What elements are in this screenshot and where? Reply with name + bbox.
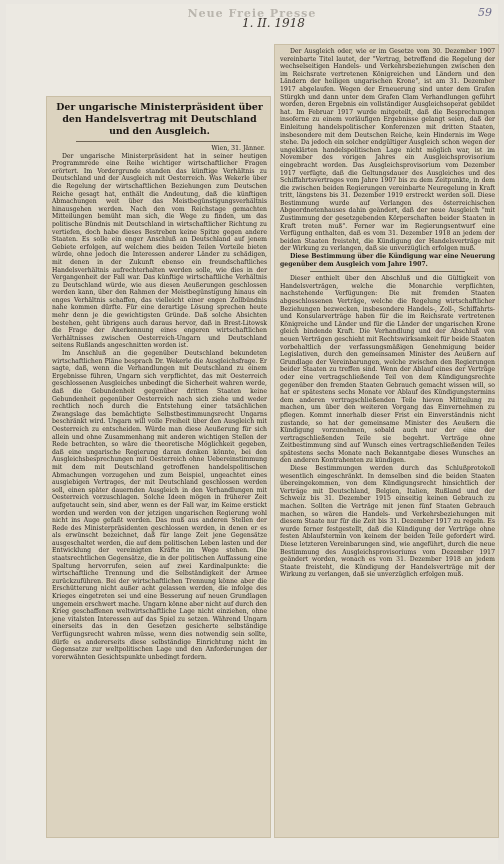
left-article-body	[52, 153, 267, 662]
right-article-body	[280, 48, 495, 579]
right-paragraph-2: Diese Bestimmung über die Kündigung war eine Neuerung gegenüber dem Ausgleich vom Jahre 1907.	[280, 253, 495, 268]
page-header	[6, 4, 498, 30]
right-clipping	[274, 44, 499, 838]
left-clipping	[46, 96, 271, 838]
right-paragraph-1: Der Ausgleich oder, wie er im Gesetze vom 30. Dezember 1907 vereinbarte Titel lautet, der "Vertrag, betreffend die Regelung der wechselseitigen Handels- und Verkehrsbeziehungen zwischen den im Reichsrate vertretenen Königreichen und Ländern und den Ländern der heiligen ungarischen Krone", ist am 31. Dezember 1917 abgelaufen. Wegen der Erneuerung sind unter dem Grafen Stürgkh und dann unter dem Grafen Clam Verhandlungen geführt worden, deren Ergebnis ein vollständiger Ausgleichsoperat gebildet hat. Im Februar 1917 wurde mitgeteilt, daß die Besprechungen insoferne zu einem vorläufigen Ergebnisse gelangt seien, daß der Einleitung handelspolitischer Konferenzen mit dritten Staaten, insbesondere mit dem Deutschen Reiche, kein Hindernis im Wege stehe. Da jedoch ein solcher endgültiger Ausgleich schon wegen der ungeklärten handelspolitischen Lage nicht möglich war, ist im November des vorigen Jahres ein Ausgleichsprovisorium eingebracht worden. Das Ausgleichsprovisorium vom Dezember 1917 verfügte, daß die Geltungsdauer des Ausgleiches und des Schiffahrtsvertrages vom Jahre 1907 bis zu dem Zeitpunkte, in dem die zwischen beiden Regierungen vereinbarte Neuregelung in Kraft tritt, längstens bis 31. Dezember 1919 erstreckt werden soll. Diese Bestimmung wurde auf Verlangen des österreichischen Abgeordnetenhauses dahin geändert, daß der neue Ausgleich "mit Zustimmung der gesetzgebenden Körperschaften beider Staaten in Kraft treten muß". Ferner war im Regierungsentwurf eine Verfügung enthalten, daß es vom 31. Dezember 1918 an jedem der beiden Staaten freisteht, die Kündigung der Handelsverträge mit der Wirkung zu verlangen, daß sie unverzüglich erfolgen muß.	[280, 48, 495, 253]
page-number: 59	[478, 6, 492, 19]
left-paragraph-2: Im Anschluß an die gegenüber Deutschland bekundeten wirtschaftlichen Pläne besprach Dr. Wekerle die Ausgleichsfrage. Er sagte, daß, wenn die Verhandlungen mit Deutschland zu einem Ergebnisse führen, Ungarn sich verpflichtet, das mit Oesterreich geschlossenen Ausgleiches unbedingt die Sicherheit wahren werde, daß die Gebundenheit gegenüber dritten Staaten keine Gebundenheit gegenüber Oesterreich nach sich ziehe und weder rechtlich noch durch die Entstehung einer tatsächlichen Zwangslage das bemächtigte Selbstbestimmungsrecht Ungarns beschränkt wird. Ungarn will volle Freiheit über den Ausgleich mit Oesterreich zu entscheiden. Würde man diese Aeußerung für sich allein und ohne Zusammenhang mit anderen wichtigen Stellen der Rede betrachten, so wäre die theoretische Möglichkeit gegeben, daß eine ungarische Regierung daran denken könnte, bei den Ausgleichsbesprechungen mit Oesterreich ohne Uebereinstimmung mit dem mit Deutschland getroffenen handelspolitischen Abmachungen vorzugehen und zum Beispiel, ungeachtet eines ausgiebigen Vertrages, der mit Deutschland geschlossen werden soll, einen später dauernden Ausgleich in den Verhandlungen mit Oesterreich vorzuschlagen. Solche Ideen mögen in früherer Zeit aufgetaucht sein, sind aber, wenn es der Fall war, im Keime erstickt worden und werden von der jetzigen ungarischen Regierung wohl nicht ins Auge gefaßt werden. Das muß aus anderen Stellen der Rede des Ministerpräsidenten geschlossen werden, in denen er es als erwünscht bezeichnet, daß für lange Zeit jene Gegensätze ausgeschaltet werden, die auf dem politischen Leben lasten und der Entwicklung der vereinigten Kräfte im Wege stehen. Die staatsrechtlichen Gegensätze, die in der politischen Auffassung eine Spaltung hervorrufen, seien auf zwei Kardinalpunkte: die wirtschaftliche Trennung und die Selbständigkeit der Armee zurückzuführen. Bei der wirtschaftlichen Trennung könne aber die Erschütterung nicht außer acht gelassen werden, die infolge des Krieges eingetreten sei und eine Besserung auf neuen Grundlagen ungemein erschwert mache. Ungarn könne aber nicht auf durch den Krieg geschaffenen weltwirtschaftliche Lage nicht einziehen, ohne jene vitalsten Interessen auf das Spiel zu setzen. Während Ungarn einerseits das in den Gesetzen gesicherte selbständige Verfügungsrecht wahren müsse, wenn dies notwendig sein sollte, dürfe es andererseits diese selbständige Einrichtung nicht im Gegensatze zur weltpolitischen Lage und den Anforderungen der vorerwähnten Gesichtspunkte unbedingt fordern.	[52, 350, 267, 661]
right-paragraph-4: Diese Bestimmungen werden durch das Schlußprotokoll wesentlich eingeschränkt. In demselben sind die beiden Staaten übereingekommen, von dem Kündigungsrecht hinsichtlich der Verträge mit Deutschland, Belgien, Italien, Rußland und der Schweiz bis 31. Dezember 1915 einseitig keinen Gebrauch zu machen. Sollten die Verträge mit jenen fünf Staaten Gebrauch machen, so wären die Handels- und Verkehrsbeziehungen mit diesem Staate nur für die Zeit bis 31. Dezember 1917 zu regeln. Es wurde ferner festgestellt, daß die Kündigung der Verträge ohne festen Ablaufstermin von keinem der beiden Teile gefordert wird. Diese letzteren Vereinbarungen sind, wie angeführt, durch die neue Bestimmung des Ausgleichsprovisoriums vom Dezember 1917 geändert worden, wonach es vom 31. Dezember 1918 an jedem Staate freisteht, die Kündigung der Handelsverträge mit der Wirkung zu verlangen, daß sie unverzüglich erfolgen muß.	[280, 465, 495, 579]
scrapbook-page	[6, 4, 498, 860]
article-dateline: Wien, 31. Jänner.	[211, 145, 265, 152]
handwritten-date: 1. II. 1918	[242, 16, 305, 30]
headline-rule	[76, 141, 241, 142]
section-rule	[310, 271, 465, 272]
article-headline: Der ungarische Ministerpräsident über den Handelsvertrag mit Deutschland und den Ausgleich.	[56, 102, 263, 137]
newspaper-masthead: Neue Freie Presse	[187, 7, 317, 20]
left-paragraph-1: Der ungarische Ministerpräsident hat in seiner heutigen Programmrede eine Reihe wichtiger wirtschaftlicher Fragen erörtert. Im Vordergrunde standen das künftige Verhältnis zu Deutschland und der Ausgleich mit Oesterreich. Was Wekerle über die Regelung der wirtschaftlichen Beziehungen zum Deutschen Reiche gesagt hat, enthält die Andeutung, daß die künftigen Abmachungen weit über das Meistbegünstigungsverhältnis hinausgehen werden. Nach den vom Reichstage gemachten Mitteilungen bemüht man sich, die Wege zu finden, um das politische Bündnis mit Deutschland in wirtschaftlicher Richtung zu vertiefen, doch habe dieses Bestreben keine Spitze gegen andere Staaten. Es solle ein enger Anschluß an Deutschland auf jenem Gebiete erfolgen, auf welchem dies beiden Teilen Vorteile bieten würde, ohne jedoch die Interessen anderer Länder zu schädigen, mit denen in der Zukunft ebenso ein freundschaftliches Handelsverhältnis aufrechterhalten werden solle, wie dies in der Vergangenheit der Fall war. Das künftige wirtschaftliche Verhältnis zu Deutschland würde, wie aus diesen Aeußerungen geschlossen werden kann, über den Rahmen der Meistbegünstigung hinaus ein enges Verhältnis schaffen, das vielleicht einer engen Zollbündnis nahe kommen dürfte. Für eine derartige Lösung sprechen heute mehr denn je die gewichtigsten Gründe. Daß solche Absichten bestehen, geht übrigens auch daraus hervor, daß in Brest-Litowsk die Frage der Anerkennung eines engeren wirtschaftlichen Verhältnisses zwischen Oesterreich-Ungarn und Deutschland seitens Rußlands angeschnitten worden ist.	[52, 152, 267, 350]
right-paragraph-3: Dieser enthielt über den Abschluß und die Gültigkeit von Handelsverträgen, welche die Monarchie verpflichten, nachstehende Verfügungen: Die mit fremden Staaten abgeschlossenen Verträge, welche die Regelung wirtschaftlicher Beziehungen bezwecken, insbesondere Handels-, Zoll-, Schiffahrts- und Konsularverträge haben für die im Reichsrate vertretenen Königreiche und Länder und für die Länder der ungarischen Krone gleich bindende Kraft. Die Verhandlung und der Abschluß von neuen Verträgen geschieht mit Rechtswirksamkeit für beide Staaten vorbehaltlich der verfassungsmäßigen Genehmigung beider Legislativen, durch den gemeinsamen Minister des Aeußern auf Grundlage der Vereinbarungen, welche zwischen den Regierungen beider Staaten zu treffen sind. Wenn der Ablauf eines der Verträge oder eine vertragschließende Teil von dem Kündigungsrechte gegenüber den fremden Staaten Gebrauch gemacht wissen will, so hat er spätestens sechs Monate vor Ablauf des Kündigungstermins dem anderen vertragschließenden Teile hievon Mitteilung zu machen, um über den weiteren Vorgang das Einvernehmen zu pflegen. Kommt innerhalb dieser Frist ein Einverständnis nicht zustande, so hat der gemeinsame Minister des Aeußern die Kündigung vorzunehmen, sobald auch nur der eine der vertragschließenden Teile sie begehrt. Verträge ohne Zeitbestimmung sind auf Wunsch eines vertragschließenden Teiles spätestens sechs Monate nach Bekanntgabe dieses Wunsches an den anderen Kontrahenten zu kündigen.	[280, 275, 495, 465]
